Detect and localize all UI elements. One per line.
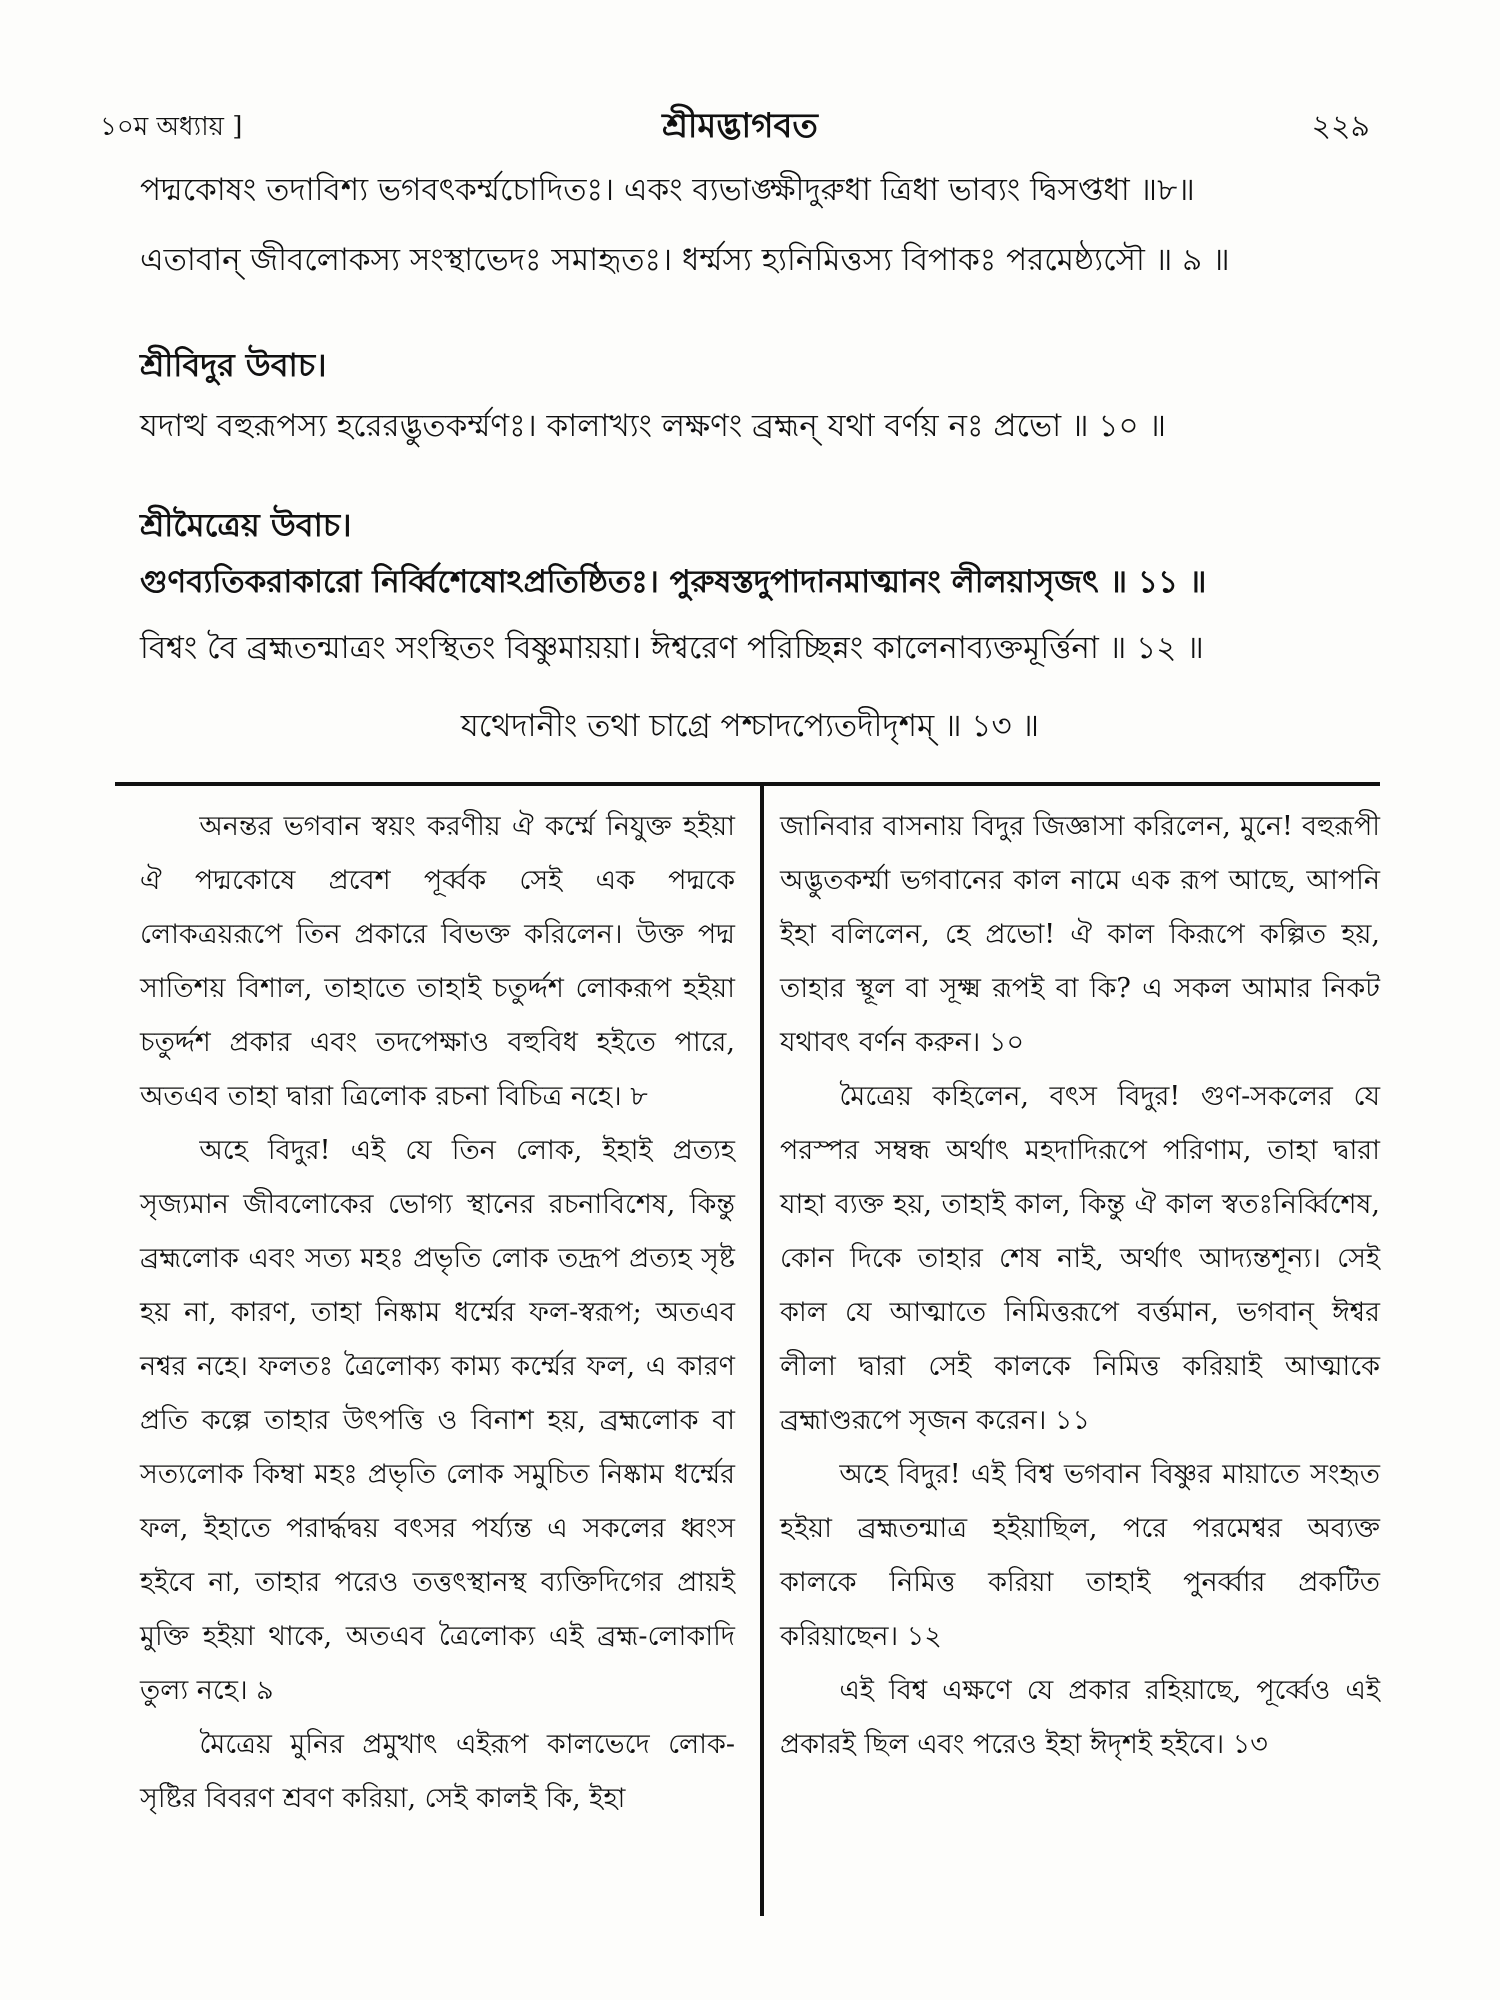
running-header (100, 100, 1380, 150)
sanskrit-verse-12: বিশ্বং বৈ ব্রহ্মতন্মাত্রং সংস্থিতং বিষ্ণুমায়য়া। ঈশ্বরেণ পরিচ্ছিন্নং কালেনাব্যক্তমূর্ত্তিনা ॥ ১২ ॥ (140, 630, 1204, 666)
speaker-vidura: শ্রীবিদুর উবাচ। (140, 346, 327, 384)
translation-left-column (140, 800, 735, 1826)
chapter-label: ১০ম অধ্যায় ] (100, 112, 243, 142)
page-number: ২২৯ (1311, 109, 1370, 144)
paragraph-10-end: জানিবার বাসনায় বিদুর জিজ্ঞাসা করিলেন, মুনে! বহুরূপী অদ্ভুতকর্ম্মা ভগবানের কাল নামে এক রূপ আছে, আপনি ইহা বলিলেন, হে প্রভো! ঐ কাল কিরূপে কল্পিত হয়, তাহার স্থূল বা সূক্ষ্ম রূপই বা কি? এ সকল আমার নিকট যথাবৎ বর্ণন করুন। ১০ (780, 811, 1380, 1058)
column-divider (760, 786, 764, 1916)
sanskrit-verse-11: গুণব্যতিকরাকারো নির্ব্বিশেষোঽপ্রতিষ্ঠিতঃ। পুরুষস্তদুপাদানমাত্মানং লীলয়াসৃজৎ ॥ ১১ ॥ (140, 564, 1207, 600)
paragraph-13: এই বিশ্ব এক্ষণে যে প্রকার রহিয়াছে, পূর্ব্বেও এই প্রকারই ছিল এবং পরেও ইহা ঈদৃশই হইবে। ১৩ (780, 1675, 1380, 1760)
sanskrit-verse-13: যথেদানীং তথা চাগ্রে পশ্চাদপ্যেতদীদৃশম্ ॥ ১৩ ॥ (460, 708, 1040, 744)
paragraph-9: অহে বিদুর! এই যে তিন লোক, ইহাই প্রত্যহ সৃজ্যমান জীবলোকের ভোগ্য স্থানের রচনাবিশেষ, কিন্তু ব্রহ্মলোক এবং সত্য মহঃ প্রভৃতি লোক তদ্রূপ প্রত্যহ সৃষ্ট হয় না, কারণ, তাহা নিষ্কাম ধর্ম্মের ফল-স্বরূপ; অতএব নশ্বর নহে। ফলতঃ ত্রৈলোক্য কাম্য কর্ম্মের ফল, এ কারণ প্রতি কল্পে তাহার উৎপত্তি ও বিনাশ হয়, ব্রহ্মলোক বা সত্যলোক কিম্বা মহঃ প্রভৃতি লোক সমুচিত নিষ্কাম ধর্ম্মের ফল, ইহাতে পরার্দ্ধদ্বয় বৎসর পর্য্যন্ত এ সকলের ধ্বংস হইবে না, তাহার পরেও তত্তৎস্থানস্থ ব্যক্তিদিগের প্রায়ই মুক্তি হইয়া থাকে, অতএব ত্রৈলোক্য এই ব্রহ্ম-লোকাদি তুল্য নহে। ৯ (140, 1135, 735, 1706)
horizontal-rule (115, 782, 1380, 786)
paragraph-8: অনন্তর ভগবান স্বয়ং করণীয় ঐ কর্ম্মে নিযুক্ত হইয়া ঐ পদ্মকোষে প্রবেশ পূর্ব্বক সেই এক পদ্মকে লোকত্রয়রূপে তিন প্রকারে বিভক্ত করিলেন। উক্ত পদ্ম সাতিশয় বিশাল, তাহাতে তাহাই চতুর্দ্দশ লোকরূপ হইয়া চতুর্দ্দশ প্রকার এবং তদপেক্ষাও বহুবিধ হইতে পারে, অতএব তাহা দ্বারা ত্রিলোক রচনা বিচিত্র নহে। ৮ (140, 811, 735, 1112)
sanskrit-verse-9: এতাবান্ জীবলোকস্য সংস্থাভেদঃ সমাহৃতঃ। ধর্ম্মস্য হ্যনিমিত্তস্য বিপাকঃ পরমেষ্ঠ্যসৌ ॥ ৯ ॥ (140, 242, 1230, 278)
book-title: শ্রীমদ্ভাগবত (662, 106, 818, 146)
speaker-maitreya: শ্রীমৈত্রেয় উবাচ। (140, 506, 352, 544)
translation-right-column (780, 800, 1380, 1772)
sanskrit-verse-10: যদাত্থ বহুরূপস্য হরেরদ্ভুতকর্ম্মণঃ। কালাখ্যং লক্ষণং ব্রহ্মন্ যথা বর্ণয় নঃ প্রভো ॥ ১০ ॥ (140, 408, 1166, 444)
sanskrit-verse-8: পদ্মকোষং তদাবিশ্য ভগবৎকর্ম্মচোদিতঃ। একং ব্যভাঙ্ক্ষীদুরুধা ত্রিধা ভাব্যং দ্বিসপ্তধা ॥৮॥ (140, 172, 1195, 208)
paragraph-10-start: মৈত্রেয় মুনির প্রমুখাৎ এইরূপ কালভেদে লোক-সৃষ্টির বিবরণ শ্রবণ করিয়া, সেই কালই কি, ইহা (140, 1729, 735, 1814)
paragraph-12: অহে বিদুর! এই বিশ্ব ভগবান বিষ্ণুর মায়াতে সংহৃত হইয়া ব্রহ্মতন্মাত্র হইয়াছিল, পরে পরমেশ্বর অব্যক্ত কালকে নিমিত্ত করিয়া তাহাই পুনর্ব্বার প্রকটিত করিয়াছেন। ১২ (780, 1459, 1380, 1652)
paragraph-11: মৈত্রেয় কহিলেন, বৎস বিদুর! গুণ-সকলের যে পরস্পর সম্বন্ধ অর্থাৎ মহদাদিরূপে পরিণাম, তাহা দ্বারা যাহা ব্যক্ত হয়, তাহাই কাল, কিন্তু ঐ কাল স্বতঃনির্ব্বিশেষ, কোন দিকে তাহার শেষ নাই, অর্থাৎ আদ্যন্তশূন্য। সেই কাল যে আত্মাতে নিমিত্তরূপে বর্ত্তমান, ভগবান্ ঈশ্বর লীলা দ্বারা সেই কালকে নিমিত্ত করিয়াই আত্মাকে ব্রহ্মাণ্ডরূপে সৃজন করেন। ১১ (780, 1081, 1380, 1436)
